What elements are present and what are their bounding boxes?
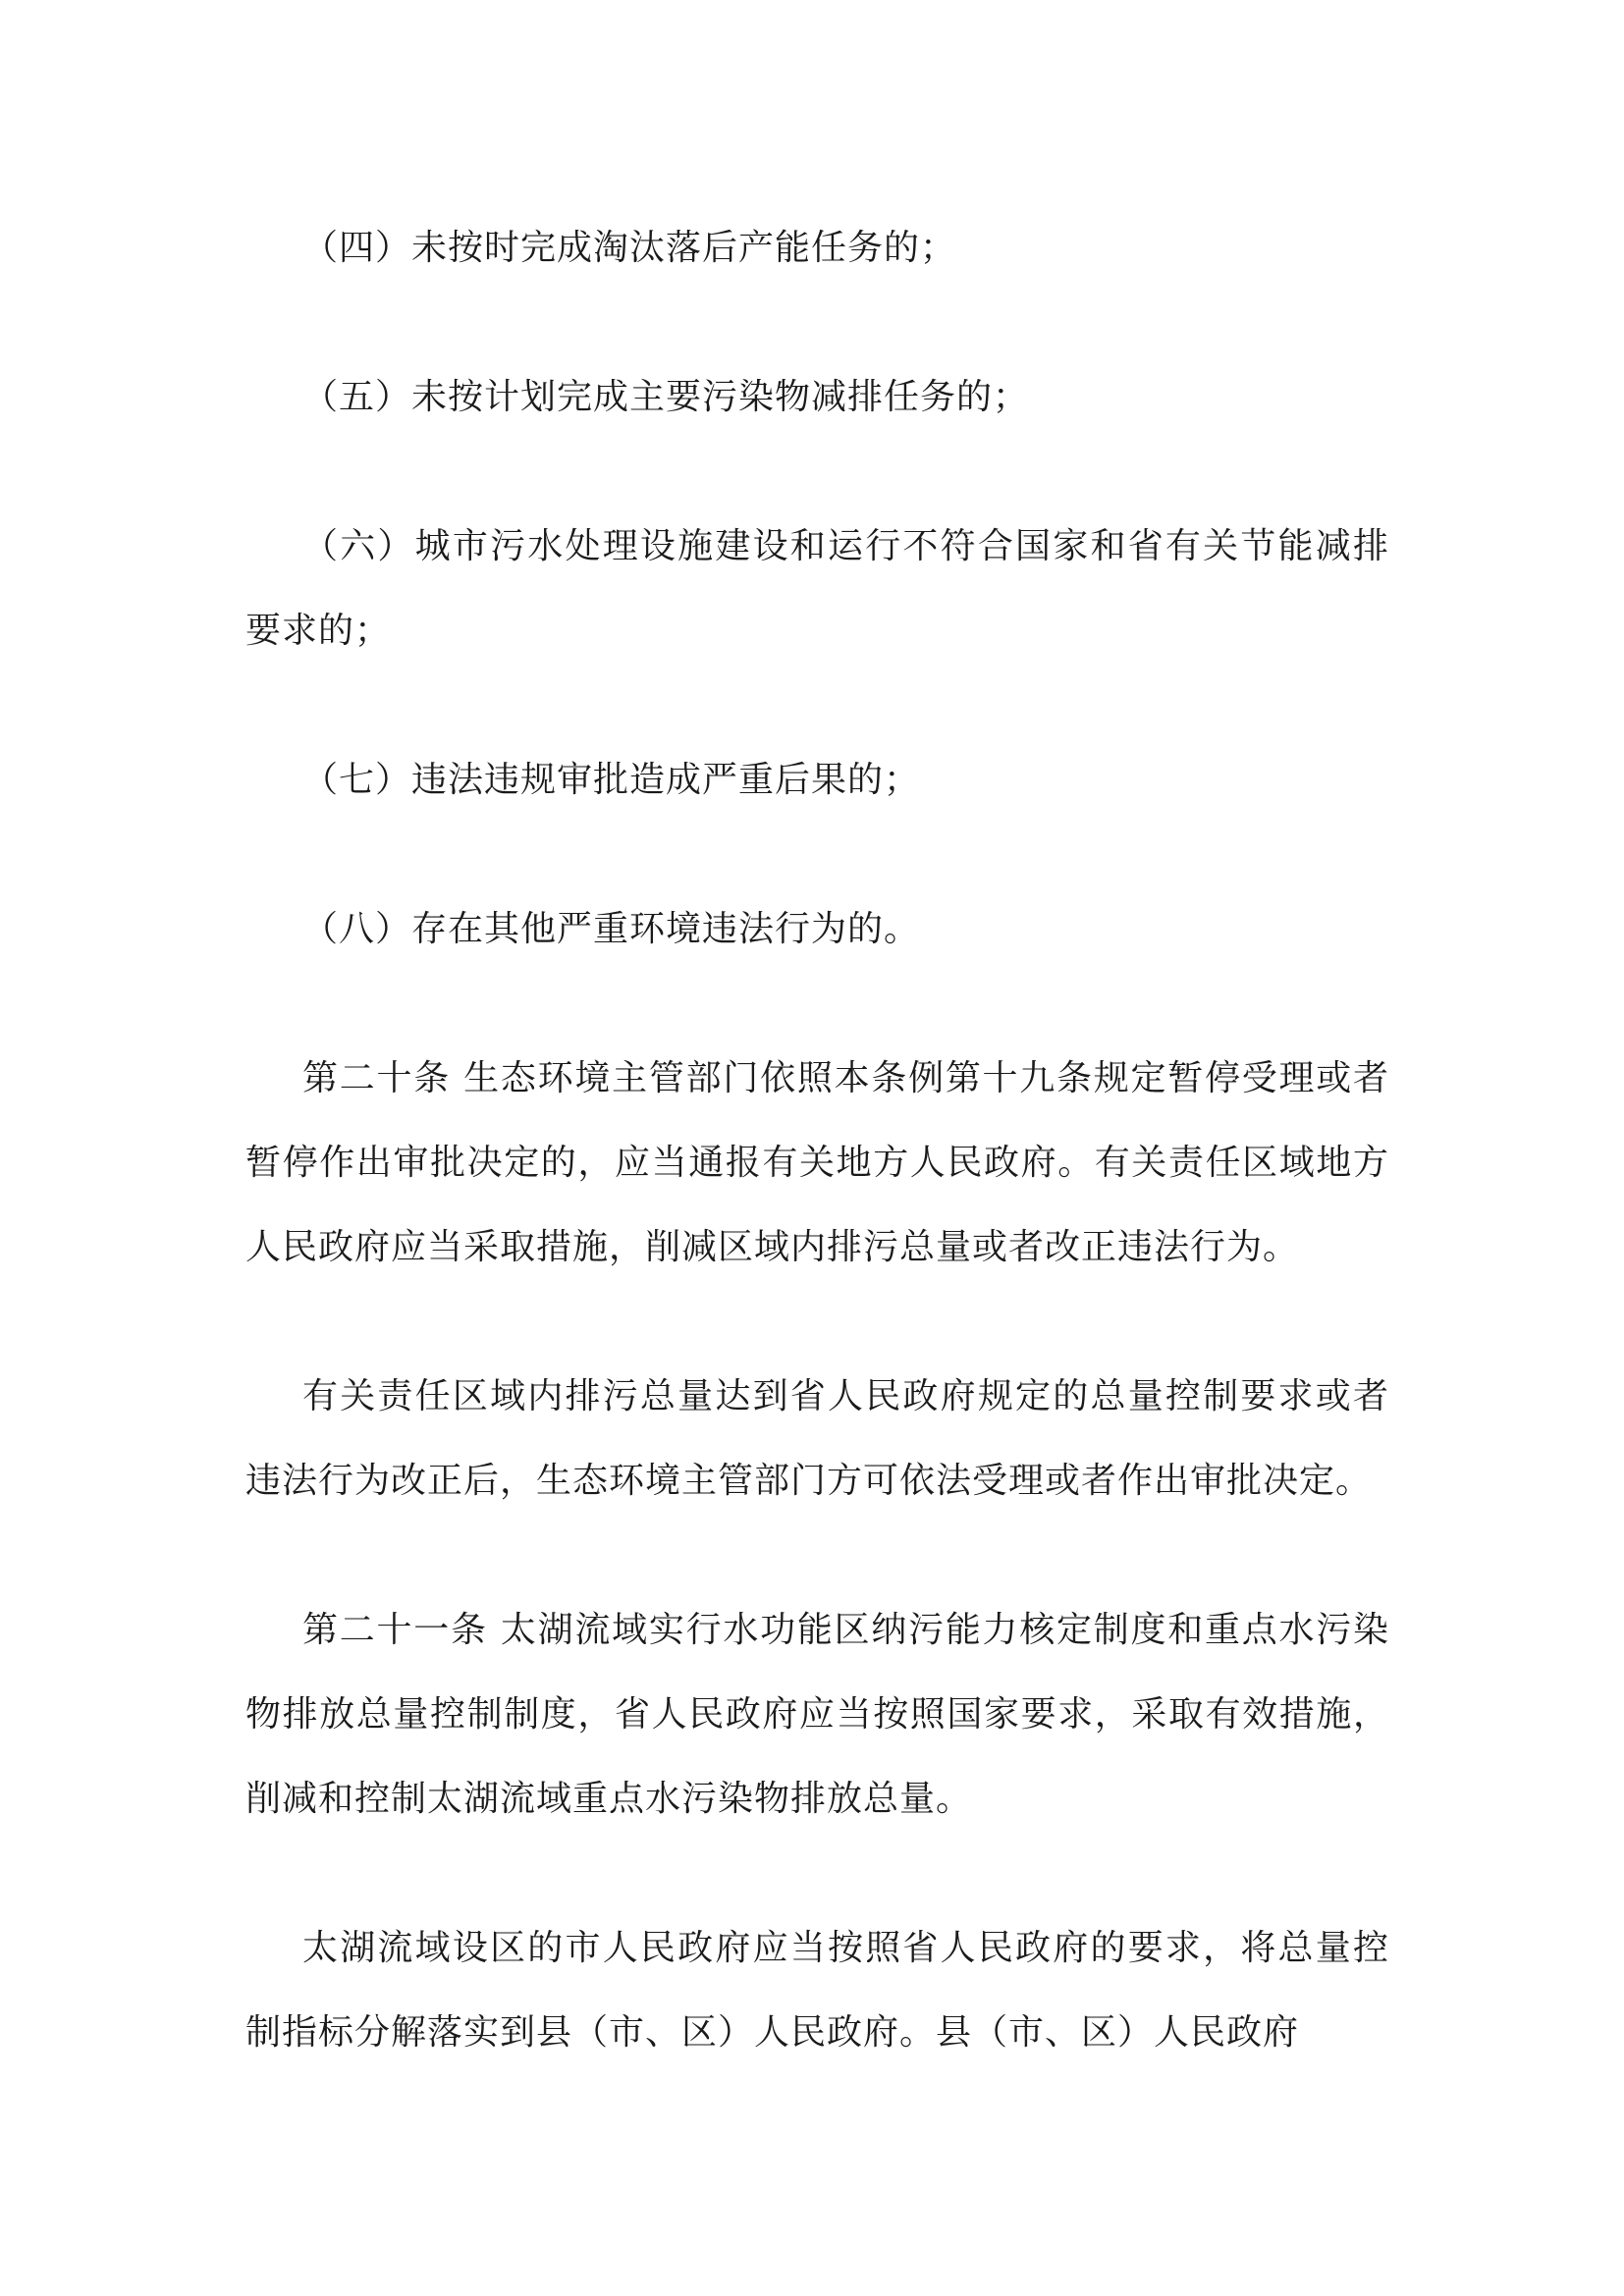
paragraph-item-7: （七）违法违规审批造成严重后果的； bbox=[302, 760, 921, 800]
article-21-paragraph-1: 第二十一条 太湖流域实行水功能区纳污能力核定制度和重点水污染物排放总量控制制度，省人民政府应当按照国家要求，采取有效措施，削减和控制太湖流域重点水污染物排放总量。 bbox=[245, 1610, 1389, 1819]
article-21-paragraph-2: 太湖流域设区的市人民政府应当按照省人民政府的要求，将总量控制指标分解落实到县（市、区）人民政府。县（市、区）人民政府 bbox=[245, 1928, 1389, 2053]
paragraph-item-5: （五）未按计划完成主要污染物减排任务的； bbox=[302, 377, 1030, 417]
article-20-paragraph-1: 第二十条 生态环境主管部门依照本条例第十九条规定暂停受理或者暂停作出审批决定的，应当通报有关地方人民政府。有关责任区域地方人民政府应当采取措施，削减区域内排污总量或者改正违法行为。 bbox=[245, 1058, 1389, 1267]
paragraph-item-6: （六）城市污水处理设施建设和运行不符合国家和省有关节能减排要求的； bbox=[245, 526, 1389, 651]
document-body bbox=[245, 206, 1389, 2140]
paragraph-item-8: （八）存在其他严重环境违法行为的。 bbox=[302, 909, 921, 949]
paragraph-item-4: （四）未按时完成淘汰落后产能任务的； bbox=[302, 228, 957, 268]
article-20-paragraph-2: 有关责任区域内排污总量达到省人民政府规定的总量控制要求或者违法行为改正后，生态环境主管部门方可依法受理或者作出审批决定。 bbox=[245, 1376, 1389, 1501]
